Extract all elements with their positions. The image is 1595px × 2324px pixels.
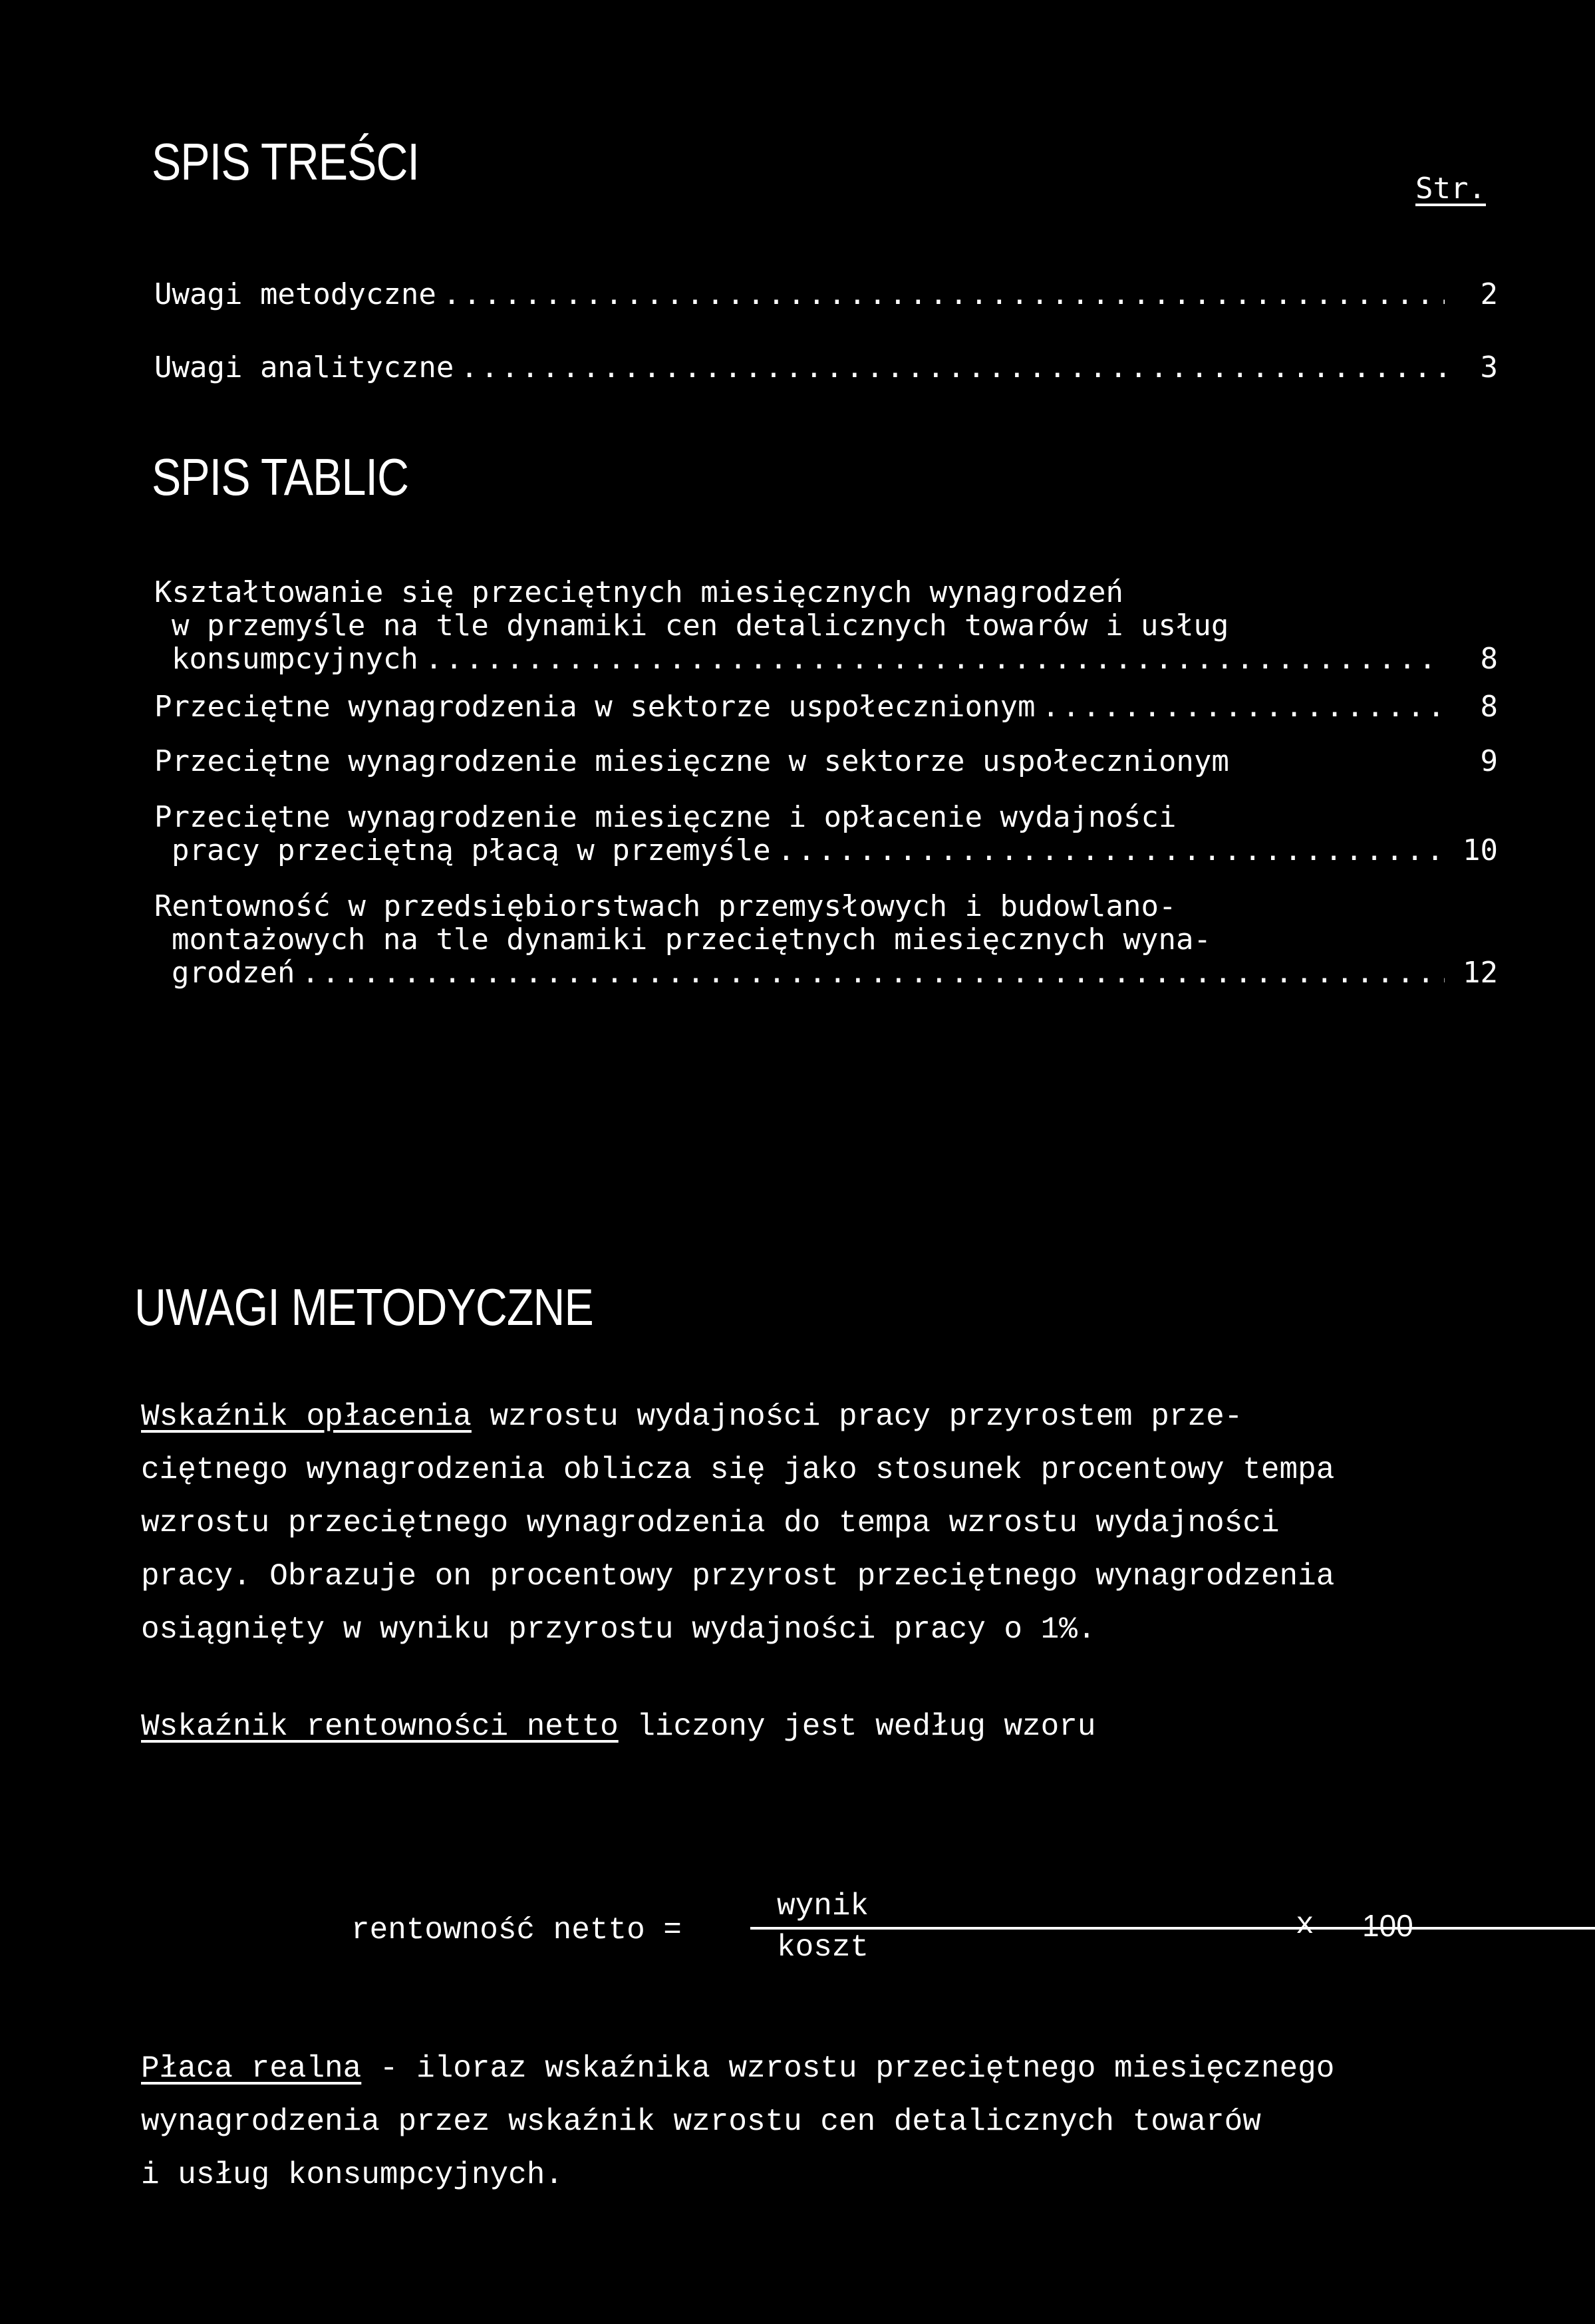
table-entry-line <box>154 690 1498 724</box>
paragraph-net-profitability <box>141 1700 1485 1753</box>
table-entry-line <box>154 890 1498 923</box>
toc-entry[interactable] <box>154 350 1498 386</box>
toc-heading: SPIS TREŚCI <box>152 132 420 191</box>
table-entry[interactable] <box>154 690 1498 724</box>
table-entry-line <box>154 801 1498 834</box>
paragraph-line <box>141 1700 1485 1753</box>
toc-entry-title: Uwagi analityczne <box>154 351 454 384</box>
table-entry-text: w przemyśle na tle dynamiki cen detalicznych towarów i usług <box>172 609 1229 643</box>
paragraph-line <box>141 2042 1485 2095</box>
formula-numerator: wynik <box>777 1889 869 1924</box>
table-entry[interactable] <box>154 801 1498 867</box>
formula-lhs: rentowność netto = <box>351 1913 682 1948</box>
table-entry-page: 12 <box>1463 956 1498 990</box>
methodology-heading: UWAGI METODYCZNE <box>134 1278 593 1336</box>
dot-leader <box>1042 690 1445 724</box>
dot-leader <box>460 350 1445 386</box>
paragraph-real-wage <box>141 2042 1485 2202</box>
page-column-label: Str. <box>1415 172 1486 206</box>
paragraph-line: wynagrodzenia przez wskaźnik wzrostu cen detalicznych towarów <box>141 2105 1261 2139</box>
table-entry-text: Przeciętne wynagrodzenie miesięczne w sektorze uspołecznionym <box>154 744 1229 778</box>
defined-term: Wskaźnik rentowności netto <box>141 1709 619 1744</box>
paragraph-line: i usług konsumpcyjnych. <box>141 2158 563 2192</box>
table-entry[interactable] <box>154 890 1498 990</box>
tables-heading: SPIS TABLIC <box>152 448 409 506</box>
table-entry-line <box>154 923 1498 956</box>
table-entry-text: montażowych na tle dynamiki przeciętnych miesięcznych wyna- <box>172 923 1211 956</box>
table-entry-page: 8 <box>1480 690 1498 724</box>
toc-entry-title: Uwagi metodyczne <box>154 277 436 311</box>
tables-list <box>154 576 1498 990</box>
dot-leader <box>301 956 1445 990</box>
table-entry[interactable] <box>154 576 1498 676</box>
table-entry-page: 8 <box>1480 642 1498 676</box>
paragraph-productivity-index <box>141 1390 1485 1656</box>
toc-list <box>154 277 1498 386</box>
dot-leader <box>443 277 1445 313</box>
table-entry-line <box>154 643 1498 676</box>
defined-term: Płaca realna <box>141 2051 362 2086</box>
table-entry-text: Rentowność w przedsiębiorstwach przemysłowych i budowlano- <box>154 889 1177 923</box>
paragraph-line: osiągnięty w wyniku przyrostu wydajności pracy o 1%. <box>141 1612 1096 1647</box>
formula-denominator: koszt <box>777 1930 869 1965</box>
paragraph-line: wzrostu przeciętnego wynagrodzenia do tempa wzrostu wydajności <box>141 1506 1280 1540</box>
table-entry-text: Przeciętne wynagrodzenia w sektorze uspołecznionym <box>154 690 1036 724</box>
defined-term: Wskaźnik opłacenia <box>141 1399 472 1434</box>
toc-entry-page: 3 <box>1480 351 1498 384</box>
paragraph-text: liczony jest według wzoru <box>618 1709 1096 1744</box>
formula-factor: 100 <box>1362 1908 1413 1943</box>
table-entry-line <box>154 745 1498 778</box>
paragraph-text: wzrostu wydajności pracy przyrostem prze- <box>471 1399 1243 1434</box>
paragraph-line: pracy. Obrazuje on procentowy przyrost przeciętnego wynagrodzenia <box>141 1559 1335 1594</box>
table-entry-page: 9 <box>1480 744 1498 778</box>
table-entry-line <box>154 834 1498 867</box>
dot-leader <box>778 834 1445 867</box>
fraction-bar <box>750 1927 1595 1930</box>
table-entry-line <box>154 609 1498 643</box>
table-entry-text: grodzeń <box>172 956 295 990</box>
table-entry-line <box>154 956 1498 990</box>
paragraph-text: - iloraz wskaźnika wzrostu przeciętnego miesięcznego <box>361 2051 1335 2086</box>
toc-entry-page: 2 <box>1480 277 1498 311</box>
table-entry-line <box>154 576 1498 609</box>
formula-times: x <box>1296 1908 1314 1942</box>
toc-entry[interactable] <box>154 277 1498 350</box>
table-entry-text: pracy przeciętną płacą w przemyśle <box>172 833 771 867</box>
paragraph-line: ciętnego wynagrodzenia oblicza się jako stosunek procentowy tempa <box>141 1453 1335 1487</box>
table-entry-text: konsumpcyjnych <box>172 642 418 676</box>
dot-leader <box>425 643 1445 676</box>
paragraph-line <box>141 1390 1485 1443</box>
table-entry-page: 10 <box>1463 833 1498 867</box>
table-entry-text: Przeciętne wynagrodzenie miesięczne i opłacenie wydajności <box>154 800 1177 834</box>
table-entry-text: Kształtowanie się przeciętnych miesięcznych wynagrodzeń <box>154 575 1123 609</box>
table-entry[interactable] <box>154 745 1498 778</box>
